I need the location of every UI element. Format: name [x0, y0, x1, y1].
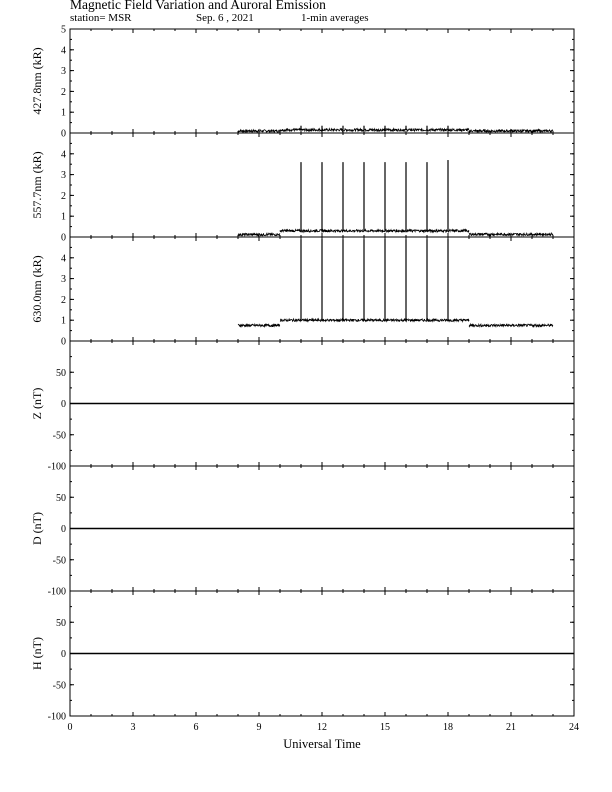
y-tick-label: 0 [61, 336, 66, 348]
y-tick-label: 4 [61, 149, 66, 161]
x-tick-label: 6 [193, 722, 199, 733]
y-tick-label: 3 [61, 274, 66, 286]
y-tick-label: 3 [61, 170, 66, 182]
y-axis-label: 630.0nm (kR) [30, 255, 44, 323]
y-axis-label: D (nT) [30, 512, 44, 545]
y-tick-label: 0 [61, 524, 66, 535]
y-tick-label: 0 [61, 399, 66, 410]
y-axis-label: H (nT) [30, 637, 44, 670]
y-tick-label: 2 [61, 86, 66, 98]
station-label: station= MSR [70, 12, 132, 24]
x-tick-label: 12 [317, 722, 327, 733]
y-tick-label: -50 [52, 680, 66, 692]
y-tick-label: 0 [61, 232, 66, 244]
y-tick-label: -100 [47, 586, 66, 598]
y-tick-label: -100 [47, 711, 66, 723]
y-tick-label: 1 [61, 211, 66, 223]
y-tick-label: 1 [61, 107, 66, 119]
y-tick-label: 3 [61, 66, 66, 78]
y-tick-label: 50 [56, 617, 66, 629]
y-tick-label: 4 [61, 253, 66, 265]
chart-title: Magnetic Field Variation and Auroral Emission [70, 0, 326, 12]
x-tick-label: 15 [380, 722, 390, 733]
emission-trace [238, 129, 553, 133]
y-tick-label: -50 [52, 555, 66, 567]
y-tick-label: 5 [61, 24, 66, 36]
y-tick-label: -100 [47, 461, 66, 473]
y-axis-label: 427.8nm (kR) [30, 47, 44, 115]
y-tick-label: 4 [61, 45, 66, 57]
x-tick-label: 3 [130, 722, 136, 733]
x-tick-label: 21 [506, 722, 516, 733]
x-tick-label: 9 [256, 722, 262, 733]
averaging-label: 1-min averages [301, 12, 369, 24]
x-tick-label: 24 [569, 722, 579, 733]
y-tick-label: 50 [56, 492, 66, 504]
date-label: Sep. 6 , 2021 [196, 12, 254, 24]
emission-trace [238, 319, 553, 327]
y-tick-label: 0 [61, 649, 66, 660]
x-tick-label: 18 [443, 722, 453, 733]
y-axis-label: Z (nT) [30, 387, 44, 420]
y-tick-label: -50 [52, 430, 66, 442]
y-tick-label: 2 [61, 294, 66, 306]
emission-trace [238, 230, 553, 236]
panel-frame [70, 29, 574, 133]
y-tick-label: 1 [61, 315, 66, 327]
y-tick-label: 2 [61, 190, 66, 202]
y-tick-label: 0 [61, 128, 66, 140]
y-axis-label: 557.7nm (kR) [30, 151, 44, 219]
y-tick-label: 50 [56, 367, 66, 379]
x-axis-label: Universal Time [283, 737, 361, 751]
x-tick-label: 0 [67, 722, 73, 733]
